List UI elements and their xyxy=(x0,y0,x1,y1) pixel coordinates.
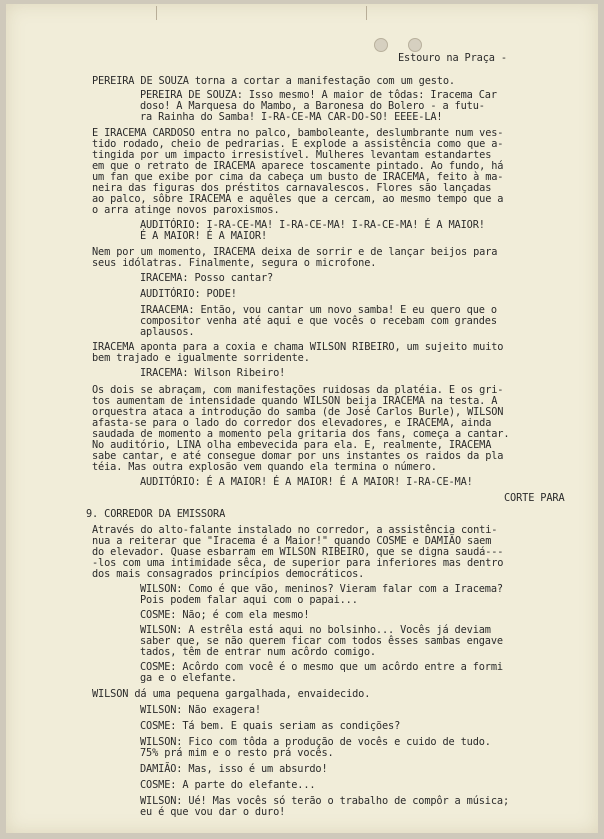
dialogue-line: 75% prá mim e o resto prá vocês. xyxy=(140,747,334,759)
dialogue-line: IRAACEMA: Então, vou cantar um novo samba! E eu quero que o xyxy=(140,304,497,316)
dialogue-line: WILSON: Não exagera! xyxy=(140,704,261,716)
stage-direction: sabe cantar, e até consegue domar por uns instantes os raidos da pla xyxy=(92,450,504,462)
punch-hole xyxy=(374,38,388,52)
dialogue-line: AUDITÓRIO: É A MAIOR! É A MAIOR! É A MAIOR! I-RA-CE-MA! xyxy=(140,476,473,488)
stage-direction: dos mais consagrados princípios democráticos. xyxy=(92,568,365,580)
dialogue-line: É A MAIOR! É A MAIOR! xyxy=(140,230,268,242)
dialogue-line: WILSON: Como é que vão, meninos? Vieram falar com a Iracema? xyxy=(140,583,503,595)
dialogue-line: AUDITÓRIO: I-RA-CE-MA! I-RA-CE-MA! I-RA-CE-MA! É A MAIOR! xyxy=(140,219,485,231)
stage-direction: afasta-se para o lado do corredor dos elevadores, e IRACEMA, ainda xyxy=(92,417,492,429)
dialogue-line: PEREIRA DE SOUZA: Isso mesmo! A maior de tôdas: Iracema Car xyxy=(140,89,497,101)
stage-direction: o arra atinge novos paroxismos. xyxy=(92,204,280,216)
stage-direction: No auditório, LINA olha embevecida para ela. E, realmente, IRACEMA xyxy=(92,439,492,451)
stage-direction: um fan que exibe por cima da cabeça um busto de IRACEMA, feito à ma- xyxy=(92,171,504,183)
stage-direction: E IRACEMA CARDOSO entra no palco, bamboleante, deslumbrante num ves- xyxy=(92,127,504,139)
stage-direction: seus idólatras. Finalmente, segura o microfone. xyxy=(92,257,377,269)
stage-direction: Através do alto-falante instalado no corredor, a assistência conti- xyxy=(92,524,498,536)
dialogue-line: IRACEMA: Wilson Ribeiro! xyxy=(140,367,286,379)
dialogue-line: COSME: A parte do elefante... xyxy=(140,779,316,791)
stage-direction: téia. Mas outra explosão vem quando ela termina o número. xyxy=(92,461,437,473)
stage-direction: WILSON dá uma pequena gargalhada, envaidecido. xyxy=(92,688,371,700)
page-header: Estouro na Praça - xyxy=(398,52,507,64)
stage-direction: PEREIRA DE SOUZA torna a cortar a manifestação com um gesto. xyxy=(92,75,455,87)
stage-direction: tingida por um impacto irresistível. Mulheres levantam estandartes xyxy=(92,149,492,161)
stage-direction: do elevador. Quase esbarram em WILSON RIBEIRO, que se digna saudá--- xyxy=(92,546,504,558)
dialogue-line: COSME: Tá bem. E quais seriam as condições? xyxy=(140,720,401,732)
typewritten-page xyxy=(6,4,598,833)
stage-direction: neira das figuras dos préstitos carnavalescos. Flores são lançadas xyxy=(92,182,492,194)
edge-mark xyxy=(366,6,367,20)
dialogue-line: AUDITÓRIO: PODE! xyxy=(140,288,237,300)
dialogue-line: Pois podem falar aqui com o papai... xyxy=(140,594,358,606)
stage-direction: tido rodado, cheio de pedrarias. E explode a assistência como que a- xyxy=(92,138,504,150)
dialogue-line: ga e o elefante. xyxy=(140,672,237,684)
stage-direction: IRACEMA aponta para a coxia e chama WILSON RIBEIRO, um sujeito muito xyxy=(92,341,504,353)
dialogue-line: WILSON: Ué! Mas vocês só terão o trabalho de compôr a música; xyxy=(140,795,510,807)
dialogue-line: WILSON: A estrêla está aqui no bolsinho... Vocês já deviam xyxy=(140,624,491,636)
edge-mark xyxy=(156,6,157,20)
scene-heading: 9. CORREDOR DA EMISSORA xyxy=(86,508,226,520)
stage-direction: ao palco, sôbre IRACEMA e aquêles que a cercam, ao mesmo tempo que a xyxy=(92,193,504,205)
dialogue-line: doso! A Marquesa do Mambo, a Baronesa do Bolero - a futu- xyxy=(140,100,485,112)
stage-direction: Os dois se abraçam, com manifestações ruidosas da platéia. E os gri- xyxy=(92,384,504,396)
stage-direction: bem trajado e igualmente sorridente. xyxy=(92,352,310,364)
dialogue-line: COSME: Não; é com ela mesmo! xyxy=(140,609,310,621)
dialogue-line: DAMIÃO: Mas, isso é um absurdo! xyxy=(140,763,328,775)
dialogue-line: COSME: Acôrdo com você é o mesmo que um acôrdo entre a formi xyxy=(140,661,503,673)
dialogue-line: compositor venha até aqui e que vocês o recebam com grandes xyxy=(140,315,497,327)
dialogue-line: saber que, se não querem ficar com todos êsses sambas engave xyxy=(140,635,503,647)
stage-direction: tos aumentam de intensidade quando WILSON beija IRACEMA na testa. A xyxy=(92,395,498,407)
stage-direction: nua a reiterar que "Iracema é a Maior!" quando COSME e DAMIÃO saem xyxy=(92,535,492,547)
dialogue-line: eu é que vou dar o duro! xyxy=(140,806,286,818)
transition-cue: CORTE PARA xyxy=(504,492,565,504)
dialogue-line: IRACEMA: Posso cantar? xyxy=(140,272,274,284)
dialogue-line: aplausos. xyxy=(140,326,195,338)
stage-direction: orquestra ataca a introdução do samba (de José Carlos Burle), WILSON xyxy=(92,406,504,418)
stage-direction: saudada de momento a momento pela gritaria dos fans, começa a cantar. xyxy=(92,428,510,440)
stage-direction: em que o retrato de IRACEMA aparece toscamente pintado. Ao fundo, há xyxy=(92,160,504,172)
dialogue-line: ra Rainha do Samba! I-RA-CE-MA CAR-DO-SO! EEEE-LA! xyxy=(140,111,443,123)
stage-direction: Nem por um momento, IRACEMA deixa de sorrir e de lançar beijos para xyxy=(92,246,498,258)
punch-hole xyxy=(408,38,422,52)
dialogue-line: tados, têm de entrar num acôrdo comigo. xyxy=(140,646,376,658)
stage-direction: -los com uma intimidade sêca, de superior para inferiores mas dentro xyxy=(92,557,504,569)
dialogue-line: WILSON: Fico com tôda a produção de vocês e cuido de tudo. xyxy=(140,736,491,748)
